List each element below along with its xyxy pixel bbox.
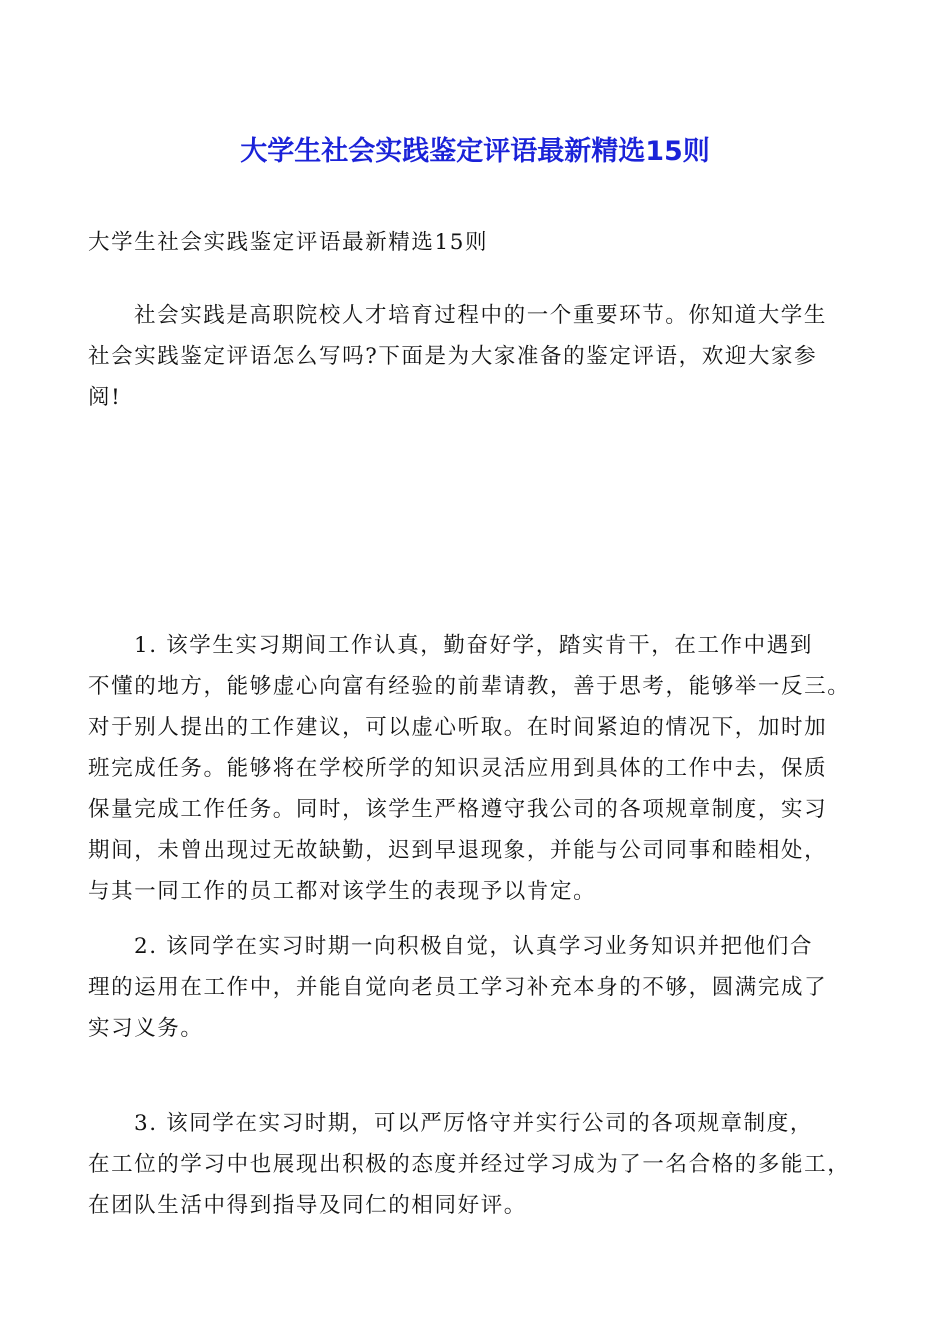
- item-line: 对于别人提出的工作建议，可以虚心听取。在时间紧迫的情况下，加时加: [88, 715, 828, 740]
- item-line: 1. 该学生实习期间工作认真，勤奋好学，踏实肯干，在工作中遇到: [134, 633, 813, 658]
- item-line: 理的运用在工作中，并能自觉向老员工学习补充本身的不够，圆满完成了: [88, 975, 828, 1000]
- item-line: 与其一同工作的员工都对该学生的表现予以肯定。: [88, 879, 597, 904]
- item-line: 班完成任务。能够将在学校所学的知识灵活应用到具体的工作中去，保质: [88, 756, 828, 781]
- evaluation-item-1: [88, 625, 878, 912]
- item-line: 3. 该同学在实习时期，可以严厉恪守并实行公司的各项规章制度，: [134, 1111, 813, 1136]
- evaluation-item-2: [88, 926, 878, 1049]
- item-line: 保量完成工作任务。同时，该学生严格遵守我公司的各项规章制度，实习: [88, 797, 828, 822]
- evaluation-item-3: [88, 1103, 878, 1226]
- item-line: 在团队生活中得到指导及同仁的相同好评。: [88, 1193, 527, 1218]
- item-line: 实习义务。: [88, 1016, 204, 1041]
- item-line: 在工位的学习中也展现出积极的态度并经过学习成为了一名合格的多能工，: [88, 1152, 851, 1177]
- item-line: 2. 该同学在实习时期一向积极自觉，认真学习业务知识并把他们合: [134, 934, 813, 959]
- intro-line: 阅!: [88, 385, 122, 410]
- intro-paragraph: [88, 295, 878, 418]
- intro-line: 社会实践鉴定评语怎么写吗?下面是为大家准备的鉴定评语，欢迎大家参: [88, 344, 818, 369]
- document-title: 大学生社会实践鉴定评语最新精选15则: [240, 136, 710, 167]
- item-line: 期间，未曾出现过无故缺勤，迟到早退现象，并能与公司同事和睦相处，: [88, 838, 828, 863]
- document-subtitle: 大学生社会实践鉴定评语最新精选15则: [88, 230, 489, 255]
- intro-line: 社会实践是高职院校人才培育过程中的一个重要环节。你知道大学生: [134, 303, 828, 328]
- item-line: 不懂的地方，能够虚心向富有经验的前辈请教，善于思考，能够举一反三。: [88, 674, 851, 699]
